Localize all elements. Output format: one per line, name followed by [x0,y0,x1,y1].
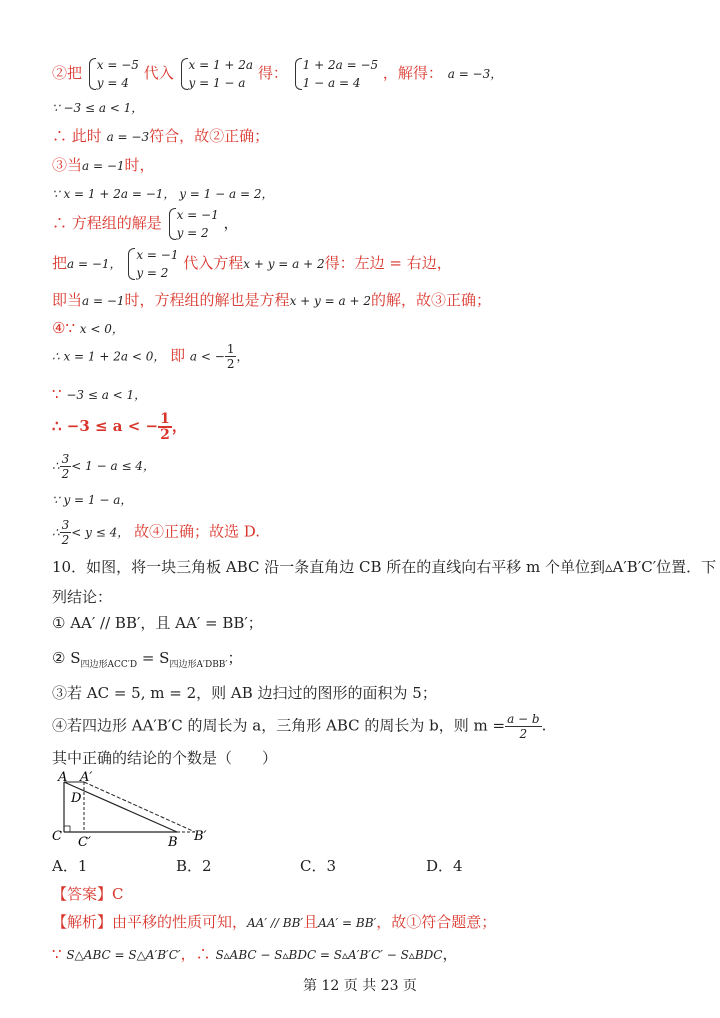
label-a-prime: A′ [80,770,93,785]
math-expr: a = −3， [447,67,503,81]
option-2: ② $S_{四边形ACC'D} = S_{四边形A'DBB'}$； [52,649,243,670]
math-line: ∵ x = 1 + 2a = −1， y = 1 − a = 2， [52,187,274,201]
equation-system: x = −1 y = 2 [126,246,178,282]
option-1: ① AA′ // BB′，且 AA′ = BB′； [52,614,263,632]
math-line-bold: ∴ −3 ≤ a < − $\frac{1}{2}$ ， [52,411,187,443]
question-text: 列结论： [52,588,113,606]
fraction: $\frac{3}{2}$ [61,452,70,481]
step-text: 得： [257,64,288,82]
step-2-line [52,56,502,92]
question-ask: 其中正确的结论的个数是（ ） [52,749,278,767]
label-a: A [58,770,68,785]
substitute-line: 把a = −1， x = −1 y = 2 代入方程x + y = a + 2得：左边 = 右边， [52,248,452,280]
math-line: ∴ $\frac{3}{2}$ < 1 − a ≤ 4， [52,452,155,481]
math-line: ∵ y = 1 − a， [52,493,133,507]
edge-a2b2 [84,782,195,832]
edge-ab [64,782,177,832]
page-footer: 第 12 页 共 23 页 [303,978,417,994]
equation-system: x = −5 y = 4 [87,56,139,92]
area-line: ∵ S△ABC = S△A′B′C′，∴ S▵ABC − S▵BDC = S▵A′B′C′ − S▵BDC， [52,945,458,963]
choice-d[interactable]: D．4 [426,857,463,875]
option-3: ③若 AC = 5, m = 2，则 AB 边扫过的图形的面积为 5； [52,684,437,702]
label-d: D [71,791,82,806]
label-b: B [168,835,178,850]
label-b-prime: B′ [194,829,207,844]
right-angle-mark [64,826,70,832]
step-text: ②把 [52,64,83,82]
choice-a[interactable]: A．1 [52,857,88,875]
step-text-line: ∴ 此时 a = −3符合，故②正确； [52,127,270,145]
fraction: $\frac{1}{2}$ [160,411,170,443]
fraction: $\frac{3}{2}$ [61,518,70,547]
step-text: ，解得： [382,64,443,82]
fraction: $\frac{1}{2}$ [226,342,235,371]
conclusion-line: 即当a = −1时，方程组的解也是方程x + y = a + 2的解，故③正确； [52,291,491,309]
equation-system: 1 + 2a = −5 1 − a = 4 [293,56,378,92]
answer-line: 【答案】C [52,885,124,903]
choice-c[interactable]: C．3 [300,857,337,875]
translation-figure [52,770,222,850]
math-line: ∴ x = 1 + 2a < 0， 即 a < − $\frac{1}{2}$ ， [52,342,249,371]
option-4: ④若四边形 AA′B′C 的周长为 a，三角形 ABC 的周长为 b，则 m = $\frac{a - b}{2}$ . [52,712,547,741]
label-c-prime: C′ [78,835,91,850]
step-3-line: ③当a = −1时， [52,156,155,174]
step-text: 代入 [143,64,174,82]
equation-system: x = −1 y = 2 [167,206,219,242]
math-line: ∵ −3 ≤ a < 1， [52,385,147,403]
analysis-line: 【解析】由平移的性质可知，AA′ // BB′且AA′ = BB′，故①符合题意； [52,913,497,931]
step-4-line: ④∵ x < 0， [52,319,124,337]
label-c: C [52,829,62,844]
equation-system: x = 1 + 2a y = 1 − a [179,56,254,92]
choice-b[interactable]: B．2 [176,857,212,875]
fraction: $\frac{a - b}{2}$ [507,712,540,741]
question-text: 10．如图，将一块三角板 ABC 沿一条直角边 CB 所在的直线向右平移 m 个单位到▵A′B′C′位置．下 [52,558,717,576]
solution-line: ∴ 方程组的解是 x = −1 y = 2 ， [52,208,239,240]
math-line: ∴ $\frac{3}{2}$ < y ≤ 4， 故④正确；故选 D. [52,518,261,547]
math-line: ∵ −3 ≤ a < 1， [52,101,144,115]
